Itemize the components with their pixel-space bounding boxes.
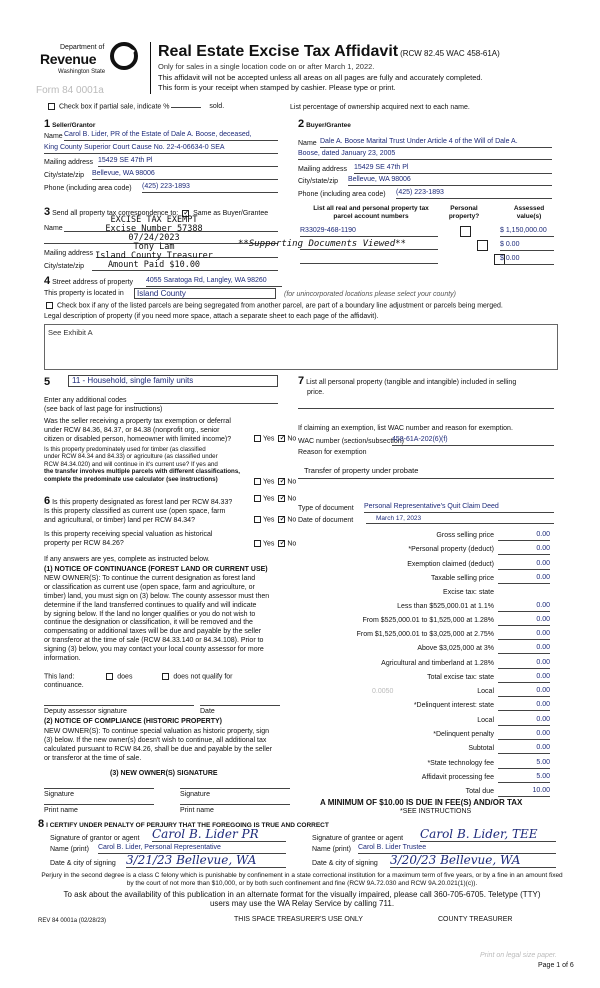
parcel-col-value: Assessed value(s) — [513, 205, 545, 221]
grantee-date-label: Date & city of signing — [312, 860, 378, 867]
exemption-yes-no: Yes ✓ No — [252, 435, 296, 444]
notice-continuance-title: (1) NOTICE OF CONTINUANCE (FOREST LAND OR CURRENT USE) — [44, 566, 268, 573]
sec3-name-label: Name — [44, 225, 63, 232]
seller-phone-label: Phone (including area code) — [44, 185, 132, 192]
additional-codes-field[interactable] — [134, 403, 278, 404]
doc-date-field[interactable]: March 17, 2023 — [366, 515, 554, 524]
new-owner-signature-title: (3) NEW OWNER(S) SIGNATURE — [110, 770, 218, 777]
tax-value-18[interactable]: 10.00 — [498, 787, 550, 797]
tax-value-5[interactable]: 0.00 — [498, 602, 550, 612]
continuance-label: continuance. — [44, 682, 84, 689]
owner-signature-label-2: Signature — [180, 791, 210, 798]
deputy-date-label: Date — [200, 708, 215, 715]
reason-field[interactable]: Transfer of property under probate — [304, 466, 419, 475]
seller-phone-field[interactable]: (425) 223-1893 — [142, 183, 278, 193]
doc-date-label: Date of document — [298, 517, 354, 524]
sec3-city-label: City/state/zip — [44, 263, 85, 270]
seller-name-field[interactable]: Carol B. Lider, PR of the Estate of Dale A. Boose, deceased, — [64, 131, 278, 141]
tax-label-6: From $525,000.01 to $1,525,000 at 1.28% — [362, 617, 494, 624]
buyer-name-field-2[interactable]: Boose, dated January 23, 2005 — [298, 150, 552, 160]
historic-yes-no: Yes ✓ No — [252, 540, 296, 549]
grantor-date-label: Date & city of signing — [50, 860, 116, 867]
sec3-heading: 3 Send all property tax correspondence to: ✓ Same as Buyer/Grantee — [44, 206, 268, 220]
tax-value-16[interactable]: 5.00 — [498, 759, 550, 769]
header-line-1: Only for sales in a single location code on or after March 1, 2022. — [158, 62, 375, 71]
tax-label-13: Local — [477, 717, 494, 724]
segregation-checkbox[interactable] — [46, 302, 53, 309]
additional-codes-label: Enter any additional codes — [44, 397, 127, 404]
tax-value-7[interactable]: 0.00 — [498, 630, 550, 640]
forest-yes-no: Yes ✓ No — [252, 495, 296, 504]
exempt-claim-label: If claiming an exemption, list WAC number and reason for exemption. — [298, 425, 513, 432]
historic-question: Is this property receiving special valuation as historical property per RCW 84.26? — [44, 531, 213, 547]
buyer-address-label: Mailing address — [298, 166, 348, 173]
revenue-logo — [20, 42, 145, 82]
legal-size-note: Print on legal size paper. — [480, 952, 557, 959]
tax-label-12: *Delinquent interest: state — [413, 702, 494, 709]
land-does-not-checkbox[interactable] — [162, 673, 169, 680]
timber-yes-checkbox[interactable] — [254, 478, 261, 485]
tax-value-3[interactable]: 0.00 — [498, 574, 550, 584]
land-does-checkbox[interactable] — [106, 673, 113, 680]
grantor-name-label: Name (print) — [50, 846, 89, 853]
tax-value-9[interactable]: 0.00 — [498, 659, 550, 669]
treasurer-stamp: EXCISE TAX EXEMPT Excise Number 57388 07/24/2023 Tony Lam Island County Treasurer Amount Paid $10.00 — [95, 215, 213, 270]
parcel-value-3[interactable]: $ 0.00 — [500, 255, 554, 265]
legal-label: Legal description of property (if you need more space, attach a separate sheet to each page of the affidavit). — [44, 313, 379, 320]
tax-value-11[interactable]: 0.00 — [498, 687, 550, 697]
seller-address-label: Mailing address — [44, 159, 94, 166]
tax-label-8: Above $3,025,000 at 3% — [417, 645, 494, 652]
partial-percent-field[interactable] — [171, 107, 201, 108]
deputy-date-field[interactable] — [200, 705, 280, 706]
owner-signature-label-1: Signature — [44, 791, 74, 798]
tax-label-2: Exemption claimed (deduct) — [407, 561, 494, 568]
tax-label-18: Total due — [465, 788, 494, 795]
notice-continuance-body: NEW OWNER(S): To continue the current designation as forest land or classification as current use (open space, farm and agriculture, or timber) land, you must sign on (3) below. The county assessor must then determine if the land transferred continues to qualify and will indicate by signing below. If the land no longer qualifies or you do not wish to continue the designation or classification, it will be removed and the compensating or additional taxes will be due and payable by the seller or transferor at the time of sale (RCW 84.33.140 or 84.34.108). Prior to signing (3) below, you may contact your local county assessor for more information. — [44, 575, 270, 662]
tax-value-2[interactable]: 0.00 — [498, 560, 550, 570]
tax-label-10: Total excise tax: state — [427, 674, 494, 681]
forest-question: 6 Is this property designated as forest land per RCW 84.33? — [44, 495, 233, 507]
tax-value-6[interactable]: 0.00 — [498, 616, 550, 626]
header-divider — [150, 42, 151, 94]
certify-heading: 8 I CERTIFY UNDER PENALTY OF PERJURY THAT THE FOREGOING IS TRUE AND CORRECT — [38, 818, 329, 830]
sec4-street-row: 4 Street address of property — [44, 275, 134, 287]
treasurer-use-label: THIS SPACE TREASURER'S USE ONLY — [234, 916, 363, 923]
owner-print-label-2: Print name — [180, 807, 214, 814]
tax-value-10[interactable]: 0.00 — [498, 673, 550, 683]
sec3-city-field[interactable] — [92, 270, 278, 271]
tax-label-7: From $1,525,000.01 to $3,025,000 at 2.75% — [356, 631, 494, 638]
tax-value-8[interactable]: 0.00 — [498, 644, 550, 654]
historic-no-checkbox[interactable] — [278, 540, 285, 547]
perjury-notice: Perjury in the second degree is a class C felony which is punishable by confinement in a state correctional institution for a maximum term of five years, or by a fine in an amount fixed by the court of not more than $10,000, or by both such confinement and fine (RCW 9A.72.030 and RCW 9A.20.021(1)(c)). — [41, 872, 563, 887]
current-use-question: Is this property classified as current use (open space, farm and agricultural, or timber) land per RCW 84.34? — [44, 508, 226, 524]
tax-value-17[interactable]: 5.00 — [498, 773, 550, 783]
forest-no-checkbox[interactable] — [278, 495, 285, 502]
tax-label-4: Excise tax: state — [443, 589, 494, 596]
reason-label: Reason for exemption — [298, 449, 367, 456]
parcel-value-2[interactable]: $ 0.00 — [500, 241, 554, 251]
deputy-label: Deputy assessor signature — [44, 708, 127, 715]
use-code-select[interactable]: 11 - Household, single family units — [68, 375, 278, 387]
current-use-yes-checkbox[interactable] — [254, 516, 261, 523]
tax-label-5: Less than $525,000.01 at 1.1% — [397, 603, 494, 610]
sec5-num: 5 — [44, 376, 51, 388]
parcel-account-1[interactable]: R33029-468-1190 — [300, 227, 438, 237]
buyer-city-field[interactable]: Bellevue, WA 98006 — [348, 176, 552, 186]
this-land-row: This land: does does not qualify for — [44, 673, 233, 681]
personal-property-label: 7 List all personal property (tangible and intangible) included in selling price. — [298, 375, 517, 396]
forest-yes-checkbox[interactable] — [254, 495, 261, 502]
parcel-value-1[interactable]: $ 1,150,000.00 — [500, 227, 554, 237]
tax-label-0: Gross selling price — [436, 532, 494, 539]
buyer-name-label: Name — [298, 140, 317, 147]
timber-question: Is this property predominately used for timber (as classified under RCW 84.34 and 84.33) or agriculture (as classified under RCW 84.34.020) and will continue in it's current use? If yes and the transfer involves multiple parcels with different classifications, complete the predominate use calculator (see instructions) — [44, 446, 240, 483]
timber-no-checkbox[interactable] — [278, 478, 285, 485]
see-instructions: *SEE INSTRUCTIONS — [400, 808, 472, 815]
minimum-notice: A MINIMUM OF $10.00 IS DUE IN FEE(S) AND/OR TAX — [320, 798, 523, 807]
seller-heading: 1 Seller/Grantor — [44, 118, 96, 130]
grantor-date-field[interactable]: 3/21/23 Bellevue, WA — [126, 852, 286, 868]
parcel-personal-checkbox-2[interactable] — [477, 240, 488, 251]
revenue-wordmark: Revenue — [40, 51, 97, 67]
tax-label-17: Affidavit processing fee — [421, 774, 494, 781]
owner-print-field-2[interactable] — [180, 804, 290, 805]
tax-label-14: *Delinquent penalty — [433, 731, 494, 738]
buyer-city-label: City/state/zip — [298, 178, 339, 185]
tax-value-1[interactable]: 0.00 — [498, 545, 550, 555]
seller-city-label: City/state/zip — [44, 172, 85, 179]
rev-number: REV 84 0001a (02/28/23) — [38, 918, 107, 924]
current-use-no-checkbox[interactable] — [278, 516, 285, 523]
current-use-yes-no: Yes ✓ No — [252, 516, 296, 525]
exemption-yes-checkbox[interactable] — [254, 435, 261, 442]
county-note: (for unincorporated locations please select your county) — [284, 291, 456, 298]
notice-compliance-body: NEW OWNER(S): To continue special valuation as historic property, sign (3) below. If the new owner(s) doesn't wish to continue, all additional tax calculated pursuant to RCW 84.26, shall be due and payable by the seller or transferor at the time of sale. — [44, 728, 273, 762]
seller-name-label: Name — [44, 133, 63, 140]
header-line-3: This form is your receipt when stamped by cashier. Please type or print. — [158, 83, 396, 92]
tax-label-16: *State technology fee — [427, 760, 494, 767]
form-number: Form 84 0001a — [36, 85, 104, 96]
header-line-2: This affidavit will not be accepted unless all areas on all pages are fully and accurately completed. — [158, 73, 483, 82]
codes-note: (see back of last page for instructions) — [44, 406, 163, 413]
tax-value-13[interactable]: 0.00 — [498, 716, 550, 726]
segregation-row: Check box if any of the listed parcels are being segregated from another parcel, are part of a boundary line adjustment or parcels being merged. — [44, 302, 503, 311]
parcel-col-personal: Personal property? — [448, 205, 480, 221]
owner-signature-field-2[interactable] — [180, 788, 290, 789]
timber-yes-no: Yes ✓ No — [252, 478, 296, 487]
state-line: Washington State — [58, 69, 106, 75]
tax-label-15: Subtotal — [468, 745, 494, 752]
deputy-signature-field[interactable] — [44, 705, 194, 706]
grantee-signature-field[interactable]: Carol B. Lider, TEE — [420, 826, 556, 842]
local-rate-field[interactable]: 0.0050 — [372, 688, 394, 695]
supporting-docs-stamp: **Supporting Documents Viewed** — [238, 239, 406, 249]
page-number: Page 1 of 6 — [538, 962, 574, 969]
owner-print-label-1: Print name — [44, 807, 78, 814]
parcel-personal-checkbox-1[interactable] — [460, 226, 471, 237]
exemption-question: Was the seller receiving a property tax exemption or deferral under RCW 84.36, 84.37, or 84.38 (nonprofit org., senior citizen or disabled person, homeowner with limited income)? — [44, 418, 232, 443]
dept-line: Department of — [60, 44, 105, 51]
grantor-signature-field[interactable]: Carol B. Lider PR — [152, 826, 286, 842]
buyer-phone-field[interactable]: (425) 223-1893 — [396, 189, 552, 199]
tax-label-11: Local — [477, 688, 494, 695]
grantor-name-field[interactable]: Carol B. Lider, Personal Representative — [98, 844, 286, 854]
grantor-signature-label: Signature of grantor or agent — [50, 835, 140, 842]
reason-field-line — [298, 478, 554, 479]
seller-city-field[interactable]: Bellevue, WA 98006 — [92, 170, 278, 180]
tax-value-12[interactable]: 0.00 — [498, 701, 550, 711]
historic-yes-checkbox[interactable] — [254, 540, 261, 547]
owner-signature-field-1[interactable] — [44, 788, 154, 789]
parcel-col-account: List all real and personal property tax parcel account numbers — [313, 205, 429, 221]
tax-label-3: Taxable selling price — [430, 575, 494, 582]
legal-description-field[interactable]: See Exhibit A — [44, 324, 558, 370]
seller-name-field-2[interactable]: King County Superior Court Cause No. 22-4-06634-0 SEA — [44, 144, 278, 154]
located-label: This property is located in — [44, 290, 124, 297]
sec3-address-label: Mailing address — [44, 250, 94, 257]
personal-property-field[interactable] — [298, 408, 554, 409]
revenue-swoosh-icon — [110, 42, 138, 70]
parcel-account-2[interactable] — [300, 249, 438, 250]
doc-type-label: Type of document — [298, 505, 354, 512]
county-treasurer-label: COUNTY TREASURER — [438, 916, 513, 923]
wac-label: WAC number (section/subsection) — [298, 438, 404, 445]
tax-value-15[interactable]: 0.00 — [498, 744, 550, 754]
grantee-signature-label: Signature of grantee or agent — [312, 835, 404, 842]
owner-print-field-1[interactable] — [44, 804, 154, 805]
wac-number-field[interactable]: 458-61A-202(6)(f) — [392, 436, 554, 446]
notice-compliance-title: (2) NOTICE OF COMPLIANCE (HISTORIC PROPERTY) — [44, 718, 222, 725]
buyer-phone-label: Phone (including area code) — [298, 191, 386, 198]
buyer-name-field[interactable]: Dale A. Boose Marital Trust Under Article 4 of the Will of Dale A. — [320, 138, 552, 148]
property-street-field[interactable]: 4055 Saratoga Rd, Langley, WA 98260 — [146, 277, 282, 287]
page-title: Real Estate Excise Tax Affidavit (RCW 82.45 WAC 458-61A) — [158, 43, 500, 60]
ownership-note: List percentage of ownership acquired next to each name. — [290, 104, 470, 111]
grantee-date-field[interactable]: 3/20/23 Bellevue, WA — [390, 852, 556, 868]
accessibility-notice: To ask about the availability of this publication in an alternate format for the visually impaired, please call 360-705-6705. Teletype (TTY) users may use the WA Relay Service by calling 711. — [63, 890, 541, 909]
seller-address-field[interactable]: 15429 SE 47th Pl — [98, 157, 278, 167]
exemption-no-checkbox[interactable] — [278, 435, 285, 442]
partial-sale-checkbox[interactable] — [48, 103, 55, 110]
tax-label-9: Agricultural and timberland at 1.28% — [381, 660, 494, 667]
tax-value-0[interactable]: 0.00 — [498, 531, 550, 541]
grantee-name-field[interactable]: Carol B. Lider Trustee — [358, 844, 556, 854]
buyer-heading: 2 Buyer/Grantee — [298, 118, 351, 130]
grantee-name-label: Name (print) — [312, 846, 351, 853]
doc-type-field[interactable]: Personal Representative's Quit Claim Deed — [364, 503, 554, 513]
partial-sale-row: Check box if partial sale, indicate % sold. — [46, 103, 224, 112]
parcel-account-3[interactable] — [300, 263, 438, 264]
tax-value-14[interactable]: 0.00 — [498, 730, 550, 740]
tax-label-1: *Personal property (deduct) — [408, 546, 494, 553]
buyer-address-field[interactable]: 15429 SE 47th Pl — [354, 164, 552, 174]
if-any-yes: If any answers are yes, complete as instructed below. — [44, 556, 210, 563]
county-select[interactable]: Island County — [134, 288, 276, 299]
